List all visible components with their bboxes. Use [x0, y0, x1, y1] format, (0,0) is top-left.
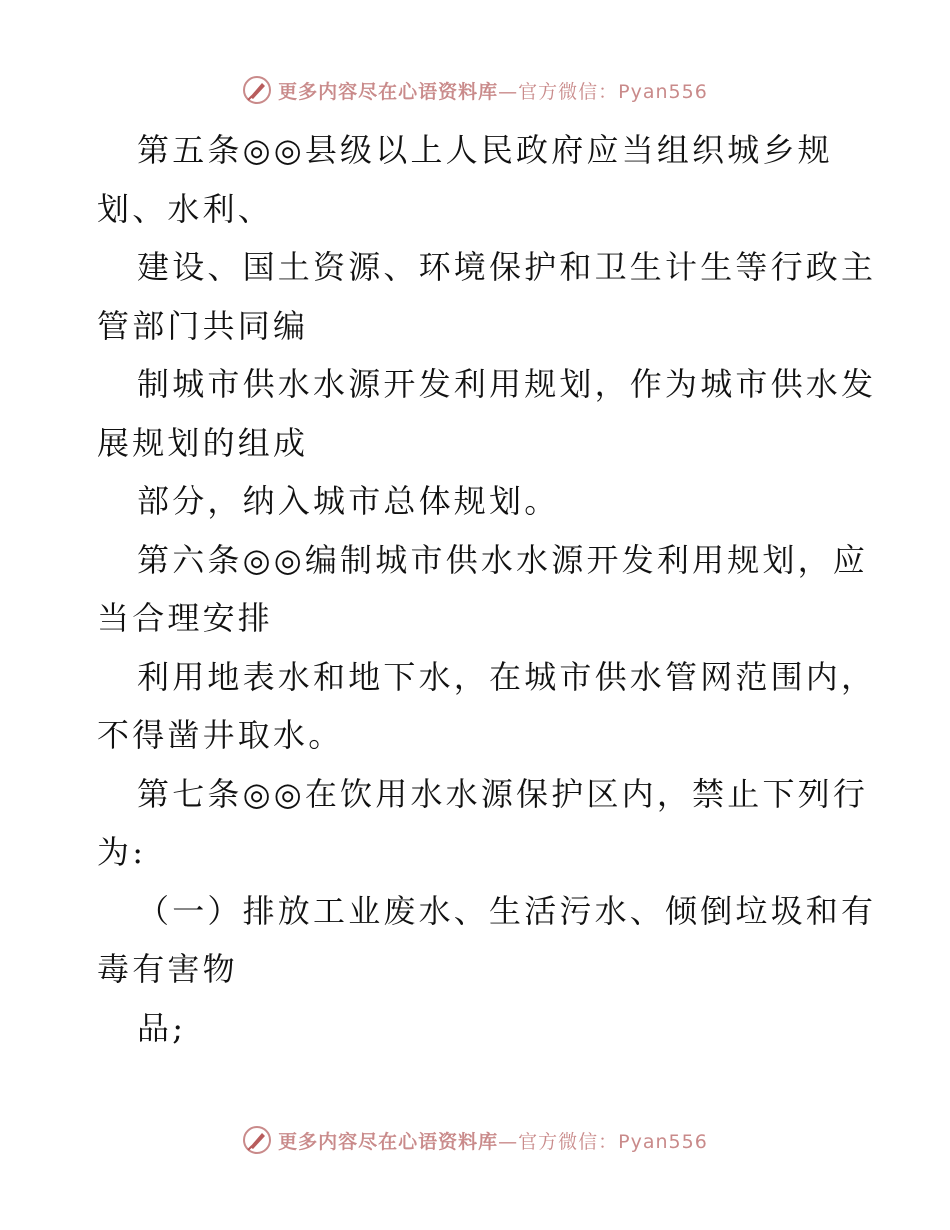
text-line: 不得凿井取水。: [97, 716, 344, 754]
header-watermark: [0, 70, 950, 110]
text-line: 建设、国土资源、环境保护和卫生计生等行政主: [137, 248, 877, 286]
text-line: 毒有害物: [97, 950, 238, 988]
text-line: 第七条◎◎在饮用水水源保护区内，禁止下列行: [137, 774, 869, 813]
text-line: 品;: [137, 1008, 187, 1047]
text-line: 利用地表水和地下水，在城市供水管网范围内，: [137, 657, 877, 696]
text-line: 第五条◎◎县级以上人民政府应当组织城乡规: [137, 131, 833, 169]
text-line: 当合理安排: [97, 599, 274, 637]
feather-pen-icon: [242, 1125, 272, 1155]
watermark-brand: 更多内容尽在心语资料库: [278, 80, 499, 103]
watermark-wechat: —官方微信：Pyan556: [498, 80, 708, 103]
text-line: 部分，纳入城市总体规划。: [137, 482, 560, 520]
watermark-wechat: —官方微信：Pyan556: [498, 1130, 708, 1153]
text-line: 为:: [97, 833, 147, 871]
footer-watermark: [0, 1120, 950, 1160]
text-line: 展规划的组成: [97, 423, 309, 462]
watermark-brand: 更多内容尽在心语资料库: [278, 1130, 499, 1153]
text-line: 划、水利、: [97, 189, 274, 228]
document-body: [97, 121, 877, 1057]
text-line: 第六条◎◎编制城市供水水源开发利用规划，应: [137, 540, 869, 579]
feather-pen-icon: [242, 75, 272, 105]
text-line: 制城市供水水源开发利用规划，作为城市供水发: [137, 365, 877, 403]
text-line: （一）排放工业废水、生活污水、倾倒垃圾和有: [137, 891, 877, 930]
text-line: 管部门共同编: [97, 306, 309, 345]
